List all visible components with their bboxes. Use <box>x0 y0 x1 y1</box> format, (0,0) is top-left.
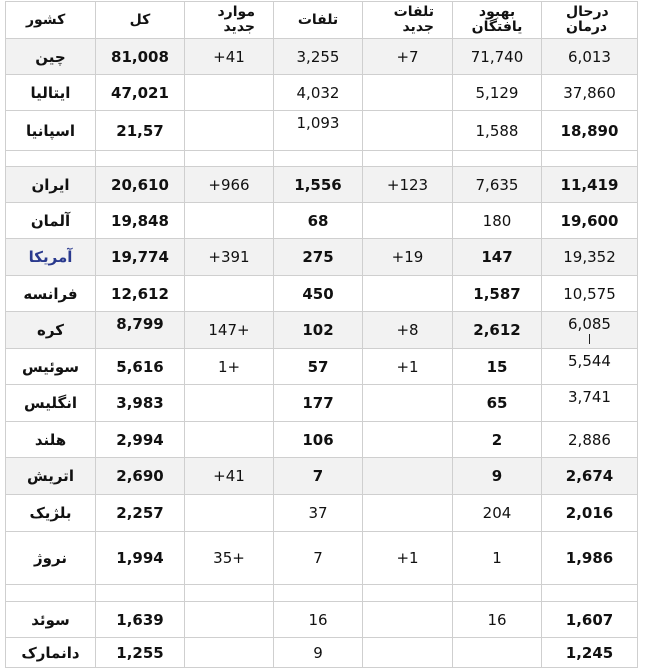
new-cases-cell: +391 <box>185 239 274 276</box>
country-cell: آلمان <box>6 203 96 239</box>
new-cases-cell <box>185 495 274 532</box>
deaths-cell: 106 <box>274 422 363 458</box>
deaths-cell: 57 <box>274 349 363 385</box>
new-deaths-cell <box>363 602 453 638</box>
total-cell: 2,994 <box>96 422 185 458</box>
country-cell: سوئد <box>6 602 96 638</box>
table-row <box>6 458 638 495</box>
new-deaths-cell <box>363 111 453 151</box>
recovered-cell: 15 <box>453 349 542 385</box>
active-cell: 19,600 <box>542 203 638 239</box>
new-cases-cell: +41 <box>185 39 274 75</box>
spacer-row <box>6 151 638 167</box>
recovered-cell: 5,129 <box>453 75 542 111</box>
header-total: کل <box>96 2 185 39</box>
country-cell: ایتالیا <box>6 75 96 111</box>
active-cell: 19,352 <box>542 239 638 276</box>
table-row <box>6 167 638 203</box>
country-cell: آمریکا <box>6 239 96 276</box>
recovered-cell: 2 <box>453 422 542 458</box>
deaths-cell: 9 <box>274 638 363 668</box>
deaths-cell: 3,255 <box>274 39 363 75</box>
new-cases-cell <box>185 203 274 239</box>
new-deaths-cell <box>363 203 453 239</box>
new-deaths-cell <box>363 495 453 532</box>
table-row <box>6 385 638 422</box>
header-deaths: تلفات <box>274 2 363 39</box>
total-cell: 2,257 <box>96 495 185 532</box>
recovered-cell: 1,587 <box>453 276 542 312</box>
active-cell: 6,013 <box>542 39 638 75</box>
total-cell: 2,690 <box>96 458 185 495</box>
recovered-cell <box>453 638 542 668</box>
table-row <box>6 239 638 276</box>
header-new-cases: موارد جدید <box>185 2 274 39</box>
table-row <box>6 422 638 458</box>
new-deaths-cell <box>363 276 453 312</box>
spacer-row <box>6 585 638 602</box>
table-row <box>6 495 638 532</box>
new-deaths-cell: +8 <box>363 312 453 349</box>
deaths-cell: 37 <box>274 495 363 532</box>
recovered-cell: 16 <box>453 602 542 638</box>
active-cell: 37,860 <box>542 75 638 111</box>
recovered-cell: 147 <box>453 239 542 276</box>
deaths-cell: 16 <box>274 602 363 638</box>
active-cell <box>542 312 638 349</box>
total-cell: 20,610 <box>96 167 185 203</box>
deaths-cell: 177 <box>274 385 363 422</box>
cursor-tick <box>589 334 590 344</box>
total-cell: 19,848 <box>96 203 185 239</box>
active-cell: 11,419 <box>542 167 638 203</box>
total-cell: 1,994 <box>96 532 185 585</box>
total-cell: 1,255 <box>96 638 185 668</box>
new-deaths-cell: +19 <box>363 239 453 276</box>
header-new-deaths: تلفات جدید <box>363 2 453 39</box>
country-cell: کره <box>6 312 96 349</box>
new-deaths-cell <box>363 385 453 422</box>
header-country: کشور <box>6 2 96 39</box>
new-cases-cell <box>185 276 274 312</box>
active-cell: 10,575 <box>542 276 638 312</box>
table-row <box>6 276 638 312</box>
deaths-cell: 1,093 <box>274 111 363 151</box>
active-cell: 2,886 <box>542 422 638 458</box>
recovered-cell: 71,740 <box>453 39 542 75</box>
country-cell: انگلیس <box>6 385 96 422</box>
new-deaths-cell: +1 <box>363 532 453 585</box>
total-cell: 12,612 <box>96 276 185 312</box>
active-cell: 18,890 <box>542 111 638 151</box>
new-deaths-cell <box>363 638 453 668</box>
active-cell: 1,607 <box>542 602 638 638</box>
recovered-cell: 204 <box>453 495 542 532</box>
country-cell: اتریش <box>6 458 96 495</box>
new-cases-cell: 35+ <box>185 532 274 585</box>
deaths-cell: 1,556 <box>274 167 363 203</box>
active-cell: 2,674 <box>542 458 638 495</box>
new-deaths-cell <box>363 75 453 111</box>
header-recovered: بهبود یافتگان <box>453 2 542 39</box>
new-cases-cell <box>185 422 274 458</box>
deaths-cell: 7 <box>274 532 363 585</box>
active-cell: 3,741 <box>542 385 638 422</box>
table-row <box>6 638 638 668</box>
total-cell: 81,008 <box>96 39 185 75</box>
new-deaths-cell <box>363 458 453 495</box>
deaths-cell: 275 <box>274 239 363 276</box>
table-row <box>6 312 638 349</box>
country-cell: ایران <box>6 167 96 203</box>
country-cell: بلژیک <box>6 495 96 532</box>
recovered-cell: 7,635 <box>453 167 542 203</box>
total-cell: 47,021 <box>96 75 185 111</box>
total-cell: 21,57 <box>96 111 185 151</box>
country-cell: سوئیس <box>6 349 96 385</box>
active-cell: 5,544 <box>542 349 638 385</box>
active-cell: 2,016 <box>542 495 638 532</box>
deaths-cell: 4,032 <box>274 75 363 111</box>
country-cell: نروژ <box>6 532 96 585</box>
new-cases-cell: 1+ <box>185 349 274 385</box>
recovered-cell: 180 <box>453 203 542 239</box>
table-row <box>6 111 638 151</box>
covid-stats-table <box>5 1 638 668</box>
table-row <box>6 39 638 75</box>
recovered-cell: 2,612 <box>453 312 542 349</box>
country-cell: چین <box>6 39 96 75</box>
total-cell: 3,983 <box>96 385 185 422</box>
total-cell: 19,774 <box>96 239 185 276</box>
new-cases-cell <box>185 638 274 668</box>
new-deaths-cell <box>363 422 453 458</box>
table-row <box>6 203 638 239</box>
table-row <box>6 602 638 638</box>
table-row <box>6 349 638 385</box>
new-cases-cell: 147+ <box>185 312 274 349</box>
active-cell: 1,245 <box>542 638 638 668</box>
total-cell: 8,799 <box>96 312 185 349</box>
recovered-cell: 9 <box>453 458 542 495</box>
new-cases-cell <box>185 385 274 422</box>
recovered-cell: 1 <box>453 532 542 585</box>
new-deaths-cell: +1 <box>363 349 453 385</box>
active-cell: 1,986 <box>542 532 638 585</box>
deaths-cell: 102 <box>274 312 363 349</box>
deaths-cell: 450 <box>274 276 363 312</box>
recovered-cell: 1,588 <box>453 111 542 151</box>
new-cases-cell <box>185 111 274 151</box>
total-cell: 5,616 <box>96 349 185 385</box>
new-cases-cell: +41 <box>185 458 274 495</box>
table-row <box>6 532 638 585</box>
country-cell: فرانسه <box>6 276 96 312</box>
recovered-cell: 65 <box>453 385 542 422</box>
deaths-cell: 7 <box>274 458 363 495</box>
new-deaths-cell: +123 <box>363 167 453 203</box>
total-cell: 1,639 <box>96 602 185 638</box>
new-cases-cell: +966 <box>185 167 274 203</box>
new-cases-cell <box>185 602 274 638</box>
new-cases-cell <box>185 75 274 111</box>
new-deaths-cell: +7 <box>363 39 453 75</box>
table-row <box>6 75 638 111</box>
country-cell: اسپانیا <box>6 111 96 151</box>
country-cell: دانمارک <box>6 638 96 668</box>
header-row <box>6 2 638 39</box>
active-value: 6,085 <box>568 315 611 333</box>
country-cell: هلند <box>6 422 96 458</box>
header-active: درحال درمان <box>542 2 638 39</box>
deaths-cell: 68 <box>274 203 363 239</box>
